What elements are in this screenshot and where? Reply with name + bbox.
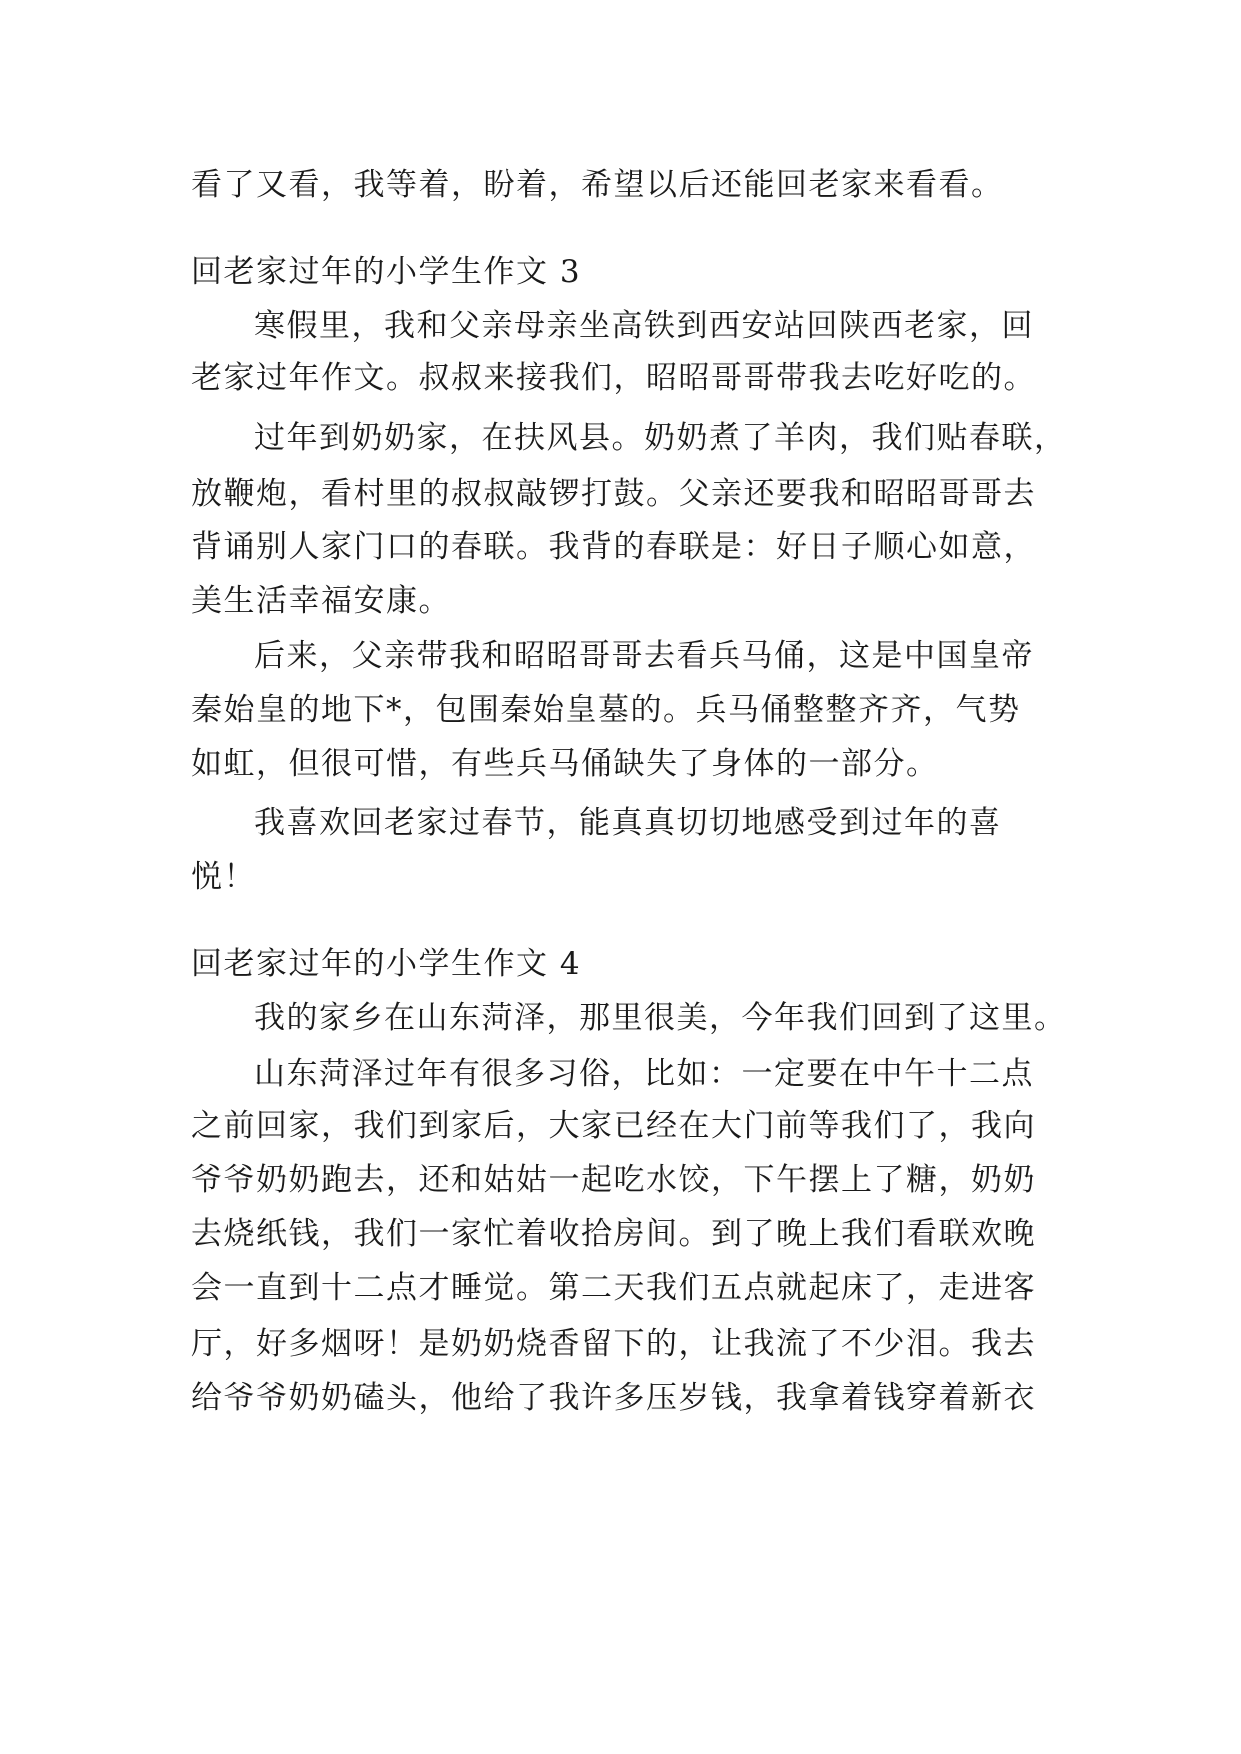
paragraph-line: 寒假里，我和父亲母亲坐高铁到西安站回陕西老家，回 (254, 308, 1034, 344)
paragraph-line: 给爷爷奶奶磕头，他给了我许多压岁钱，我拿着钱穿着新衣 (191, 1380, 1036, 1416)
paragraph-line: 爷爷奶奶跑去，还和姑姑一起吃水饺，下午摆上了糖，奶奶 (191, 1162, 1036, 1198)
paragraph-line: 放鞭炮，看村里的叔叔敲锣打鼓。父亲还要我和昭昭哥哥去 (191, 476, 1036, 512)
paragraph-line: 山东菏泽过年有很多习俗，比如：一定要在中午十二点 (254, 1056, 1034, 1092)
paragraph-line: 悦！ (191, 859, 256, 895)
paragraph-line: 看了又看，我等着，盼着，希望以后还能回老家来看看。 (191, 167, 1004, 203)
paragraph-line: 背诵别人家门口的春联。我背的春联是：好日子顺心如意， (191, 529, 1036, 565)
section-heading-4: 回老家过年的小学生作文 4 (191, 946, 582, 982)
paragraph-line: 过年到奶奶家，在扶风县。奶奶煮了羊肉，我们贴春联， (254, 420, 1067, 456)
paragraph-line: 之前回家，我们到家后，大家已经在大门前等我们了，我向 (191, 1108, 1036, 1144)
paragraph-line: 去烧纸钱，我们一家忙着收拾房间。到了晚上我们看联欢晚 (191, 1216, 1036, 1252)
paragraph-line: 秦始皇的地下*，包围秦始皇墓的。兵马俑整整齐齐，气势 (191, 692, 1021, 728)
paragraph-line: 我的家乡在山东菏泽，那里很美，今年我们回到了这里。 (254, 1000, 1067, 1036)
paragraph-line: 后来，父亲带我和昭昭哥哥去看兵马俑，这是中国皇帝 (254, 638, 1034, 674)
paragraph-line: 老家过年作文。叔叔来接我们，昭昭哥哥带我去吃好吃的。 (191, 360, 1036, 396)
paragraph-line: 厅，好多烟呀！是奶奶烧香留下的，让我流了不少泪。我去 (191, 1326, 1036, 1362)
paragraph-line: 如虹，但很可惜，有些兵马俑缺失了身体的一部分。 (191, 746, 939, 782)
paragraph-line: 美生活幸福安康。 (191, 583, 451, 619)
paragraph-line: 会一直到十二点才睡觉。第二天我们五点就起床了，走进客 (191, 1270, 1036, 1306)
paragraph-line: 我喜欢回老家过春节，能真真切切地感受到过年的喜 (254, 805, 1002, 841)
section-heading-3: 回老家过年的小学生作文 3 (191, 254, 582, 290)
